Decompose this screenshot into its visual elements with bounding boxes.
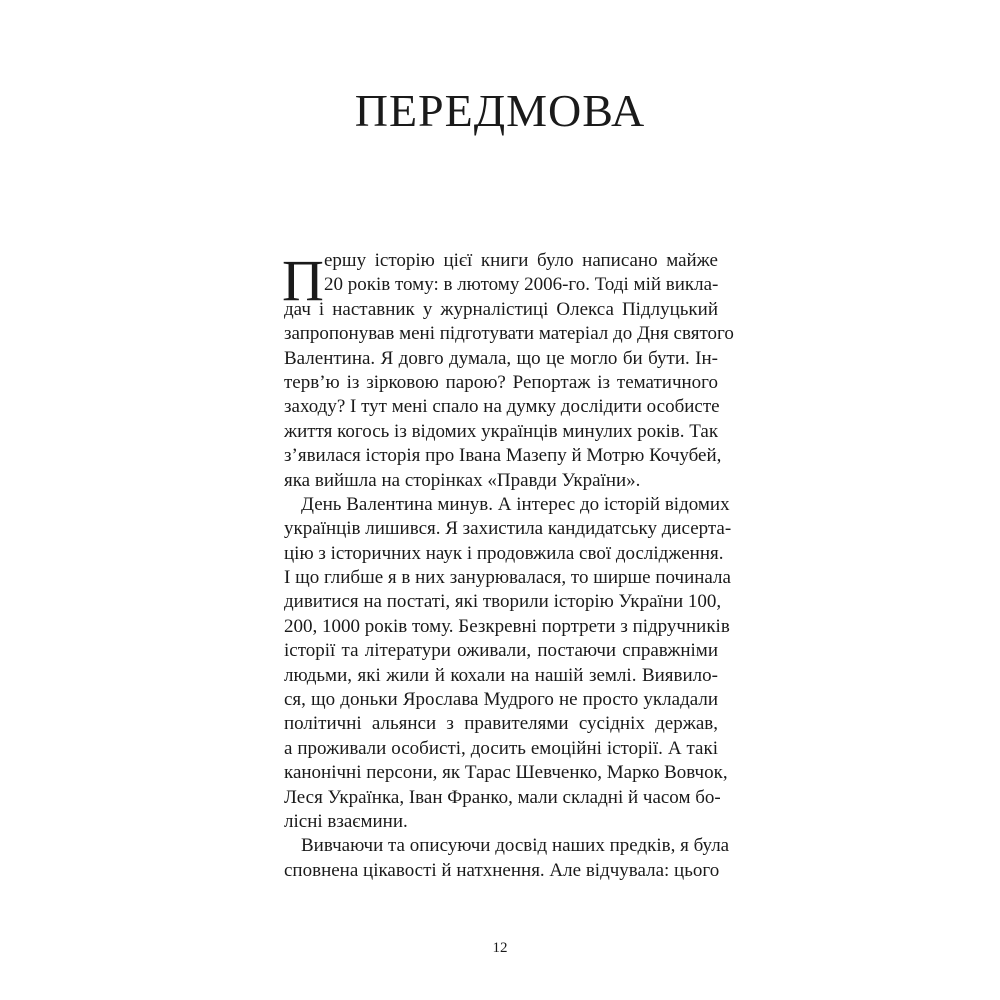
page-number: 12 (492, 940, 508, 956)
text-line: сповнена цікавості й натхнення. Але відчувала: цього (284, 859, 720, 881)
text-line: ся, що доньки Ярослава Мудрого не просто укладали (284, 689, 718, 711)
text-line: політичні альянси з правителями сусідніх держав, (284, 713, 718, 735)
text-line: людьми, які жили й кохали на нашій землі. Виявило- (284, 664, 718, 686)
text-line: заходу? І тут мені спало на думку дослідити особисте (284, 396, 720, 418)
text-line: дивитися на постаті, які творили історію України 100, (284, 591, 722, 613)
text-line: 200, 1000 років тому. Безкревні портрети з підручників (284, 615, 730, 637)
text-line: І що глибше я в них занурювалася, то ширше починала (284, 567, 731, 589)
text-line: запропонував мені підготувати матеріал до Дня святого (284, 323, 734, 345)
text-line: дач і наставник у журналістиці Олекса Підлуцький (284, 298, 718, 320)
text-line: День Валентина минув. А інтерес до історій відомих (301, 493, 730, 515)
text-line: 20 років тому: в лютому 2006-го. Тоді мій викла- (324, 274, 719, 296)
text-line: українців лишився. Я захистила кандидатську дисерта- (284, 518, 732, 540)
text-line: ершу історію цієї книги було написано майже (324, 250, 718, 271)
text-line: Валентина. Я довго думала, що це могло би бути. Ін- (284, 347, 718, 369)
body-text (282, 248, 734, 883)
text-line: життя когось із відомих українців минулих років. Так (284, 420, 719, 442)
text-line: а проживали особисті, досить емоційні історії. А такі (284, 737, 718, 759)
text-line: Леся Українка, Іван Франко, мали складні й часом бо- (284, 786, 721, 808)
drop-cap: П (282, 248, 324, 313)
text-line: лісні взаємини. (284, 810, 408, 832)
text-line: Вивчаючи та описуючи досвід наших предків, я була (301, 835, 730, 857)
text-line: яка вийшла на сторінках «Правди України». (284, 469, 641, 491)
text-line: терв’ю із зірковою парою? Репортаж із тематичного (284, 371, 718, 393)
text-line: історії та літератури оживали, постаючи справжніми (284, 640, 718, 662)
text-line: канонічні персони, як Тарас Шевченко, Марко Вовчок, (284, 762, 728, 784)
text-line: з’явилася історія про Івана Мазепу й Мотрю Кочубей, (284, 445, 722, 467)
chapter-title: ПЕРЕДМОВА (354, 85, 646, 136)
text-line: цію з історичних наук і продовжила свої дослідження. (284, 542, 724, 564)
